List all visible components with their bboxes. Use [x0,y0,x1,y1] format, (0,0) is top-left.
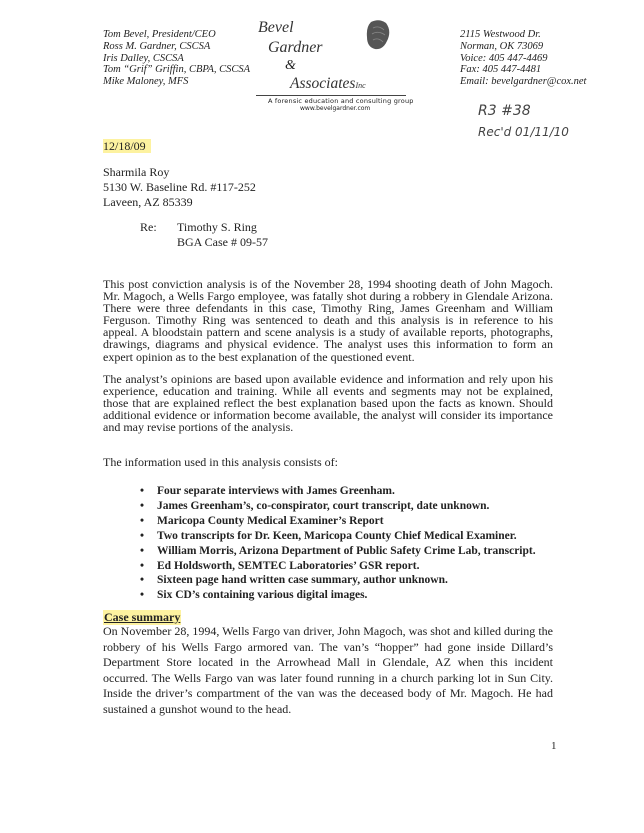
staff-list [103,29,250,88]
logo-word-gardner: Gardner [268,39,323,56]
logo-word-bevel: Bevel [258,19,294,36]
list-item: • James Greenham’s, co-conspirator, court transcript, date unknown. [140,499,536,514]
re-line: BGA Case # 09-57 [177,235,268,249]
logo-associates-text: Associates [290,75,356,92]
intro-paragraph: This post conviction analysis is of the November 28, 1994 shooting death of John Magoch. Mr. Magoch, a Wells Fargo employee, was fatally shot during a robbery in Glendale Arizona. There were three defendants in this case, Timothy Ring, James Greenham and William Ferguson. Timothy Ring was sentenced to death and this analysis is in reference to his appeal. A bloodstain pattern and scene analysis is a study of available reports, photographs, drawings, diagrams and physical evidence. The analyst uses this information to form an expert opinion as to the best explanation of the questioned event. [103,277,553,364]
recipient-line: 5130 W. Baseline Rd. #117-252 [103,180,256,194]
list-item: • Sixteen page hand written case summary, author unknown. [140,573,536,588]
address-line: Email: bevelgardner@cox.net [460,76,587,88]
logo-inc: Inc [355,81,366,90]
address-line: Fax: 405 447-4481 [460,64,542,76]
staff-member: Iris Dalley, CSCSA [103,52,184,64]
logo-word-associates [290,75,366,93]
list-item: • Two transcripts for Dr. Keen, Maricopa County Chief Medical Examiner. [140,529,536,544]
re-line: Timothy S. Ring [177,220,257,234]
address-line: Voice: 405 447-4469 [460,52,548,64]
recipient-line: Sharmila Roy [103,165,170,179]
staff-member: Mike Maloney, MFS [103,76,189,88]
staff-member: Ross M. Gardner, CSCSA [103,40,211,52]
fingerprint-icon [365,19,391,51]
list-item: • Ed Holdsworth, SEMTEC Laboratories’ GSR report. [140,559,536,574]
staff-member: Tom Bevel, President/CEO [103,29,216,40]
address-block [460,29,586,88]
list-item: • Six CD’s containing various digital images. [140,588,536,603]
re-label: Re: [140,220,157,234]
logo-divider [256,95,406,96]
logo-website: www.bevelgardner.com [300,105,371,112]
letter-date: 12/18/09 [103,139,151,153]
handwritten-received-date: Rec'd 01/11/10 [478,125,569,139]
address-line: 2115 Westwood Dr. [460,29,541,40]
address-line: Norman, OK 73069 [460,40,544,52]
staff-member: Tom “Grif” Griffin, CBPA, CSCSA [103,64,251,76]
recipient-line: Laveen, AZ 85339 [103,195,193,209]
case-summary-paragraph: On November 28, 1994, Wells Fargo van driver, John Magoch, was shot and killed during the robbery of his Wells Fargo armored van. The van’s “hopper” had gone inside Dillard’s Department Store located in the Arrowhead Mall in Glendale, AZ when this incident occurred. The Wells Fargo van was later found running in a church parking lot in Sun City. Inside the driver’s compartment of the van was the deceased body of Mr. Magoch. He had sustained a gunshot wound to the head. [103,624,553,716]
re-subject [177,220,268,250]
page-number: 1 [551,740,557,752]
list-item: • Maricopa County Medical Examiner’s Report [140,514,536,529]
opinions-paragraph: The analyst’s opinions are based upon available evidence and information and rely upon his experience, education and training. While all events and segments may not be explained, those that are explained reflect the best explanation based upon the facts as known. Should additional evidence or information become available, the analyst will consider its importance and may revise portions of the analysis. [103,372,553,435]
handwritten-reference: R3 #38 [478,103,531,119]
recipient-block [103,165,256,210]
logo-tagline: A forensic education and consulting group [268,97,414,105]
case-summary-heading: Case summary [104,610,181,624]
info-intro-paragraph: The information used in this analysis consists of: [103,455,338,469]
sources-list [140,484,536,603]
list-item: • William Morris, Arizona Department of Public Safety Crime Lab, transcript. [140,544,536,559]
list-item: • Four separate interviews with James Greenham. [140,484,536,499]
logo-ampersand: & [285,58,296,73]
